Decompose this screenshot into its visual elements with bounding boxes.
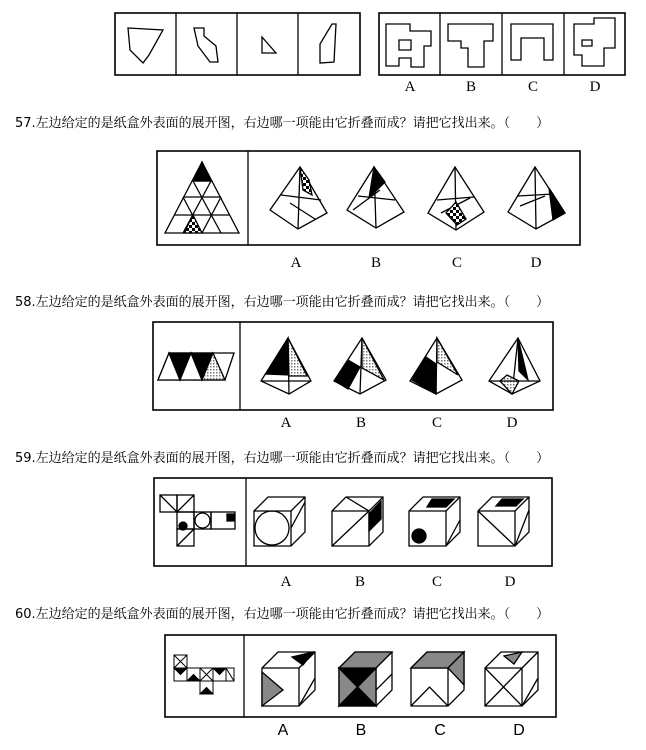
top-options-box [379, 13, 625, 75]
top-option-label-c: C [527, 79, 539, 95]
q59-option-d [478, 497, 529, 546]
q58-option-d [489, 338, 540, 394]
question-59-text: 59.左边给定的是纸盒外表面的展开图，右边哪一项能由它折叠而成？请把它找出来。（ ） [15, 451, 550, 466]
top-option-d-shape [574, 18, 615, 66]
q58-label-d: D [506, 415, 518, 431]
question-57-text: 57.左边给定的是纸盒外表面的展开图，右边哪一项能由它折叠而成？请把它找出来。（ ） [15, 116, 550, 131]
top-given-sequence [115, 13, 360, 75]
q60-option-b [339, 652, 392, 706]
top-option-a-shape [386, 24, 431, 67]
top-shape-2 [194, 28, 218, 62]
top-option-label-a: A [404, 79, 416, 95]
top-option-label-d: D [589, 79, 601, 95]
top-option-b-shape [448, 24, 493, 67]
q59-label-c: C [431, 574, 443, 590]
q58-label-a: A [280, 415, 292, 431]
q57-label-b: B [370, 255, 382, 271]
q59-figure [154, 478, 552, 566]
top-shape-4 [320, 24, 336, 63]
q60-net [174, 655, 234, 694]
q58-label-b: B [355, 415, 367, 431]
q59-label-a: A [280, 574, 292, 590]
question-58-text: 58.左边给定的是纸盒外表面的展开图，右边哪一项能由它折叠而成？请把它找出来。（ ） [15, 295, 550, 310]
question-60-text: 60.左边给定的是纸盒外表面的展开图，右边哪一项能由它折叠而成？请把它找出来。（ ） [15, 607, 550, 622]
q57-option-c [428, 167, 484, 230]
q58-net [158, 353, 234, 380]
q59-option-a [254, 497, 305, 546]
q60-option-c [411, 652, 464, 706]
top-option-c-shape [511, 24, 553, 60]
q58-figure [153, 322, 553, 410]
q58-option-c [410, 338, 462, 394]
q57-label-c: C [451, 255, 463, 271]
q59-label-d: D [504, 574, 516, 590]
q57-label-d: D [530, 255, 542, 271]
top-shape-1 [128, 28, 163, 63]
q60-figure [165, 635, 556, 717]
q57-figure [157, 151, 580, 245]
q58-option-a [261, 338, 311, 394]
q58-option-b [334, 338, 386, 394]
q60-option-d [485, 652, 538, 706]
q60-label-b: B [355, 722, 367, 739]
q59-option-c [409, 497, 460, 546]
top-shape-3 [262, 37, 276, 53]
q59-label-b: B [354, 574, 366, 590]
q59-option-b [332, 497, 383, 546]
q60-label-c: C [434, 722, 446, 739]
q57-net [165, 162, 239, 233]
q59-net [160, 495, 235, 546]
q60-label-a: A [277, 722, 289, 739]
q57-option-b [347, 167, 404, 228]
q60-option-a [262, 652, 315, 706]
q57-option-d [508, 167, 565, 229]
q58-label-c: C [431, 415, 443, 431]
top-option-label-b: B [465, 79, 477, 95]
q60-label-d: D [513, 722, 525, 739]
q57-label-a: A [290, 255, 302, 271]
q57-option-a [270, 167, 327, 229]
